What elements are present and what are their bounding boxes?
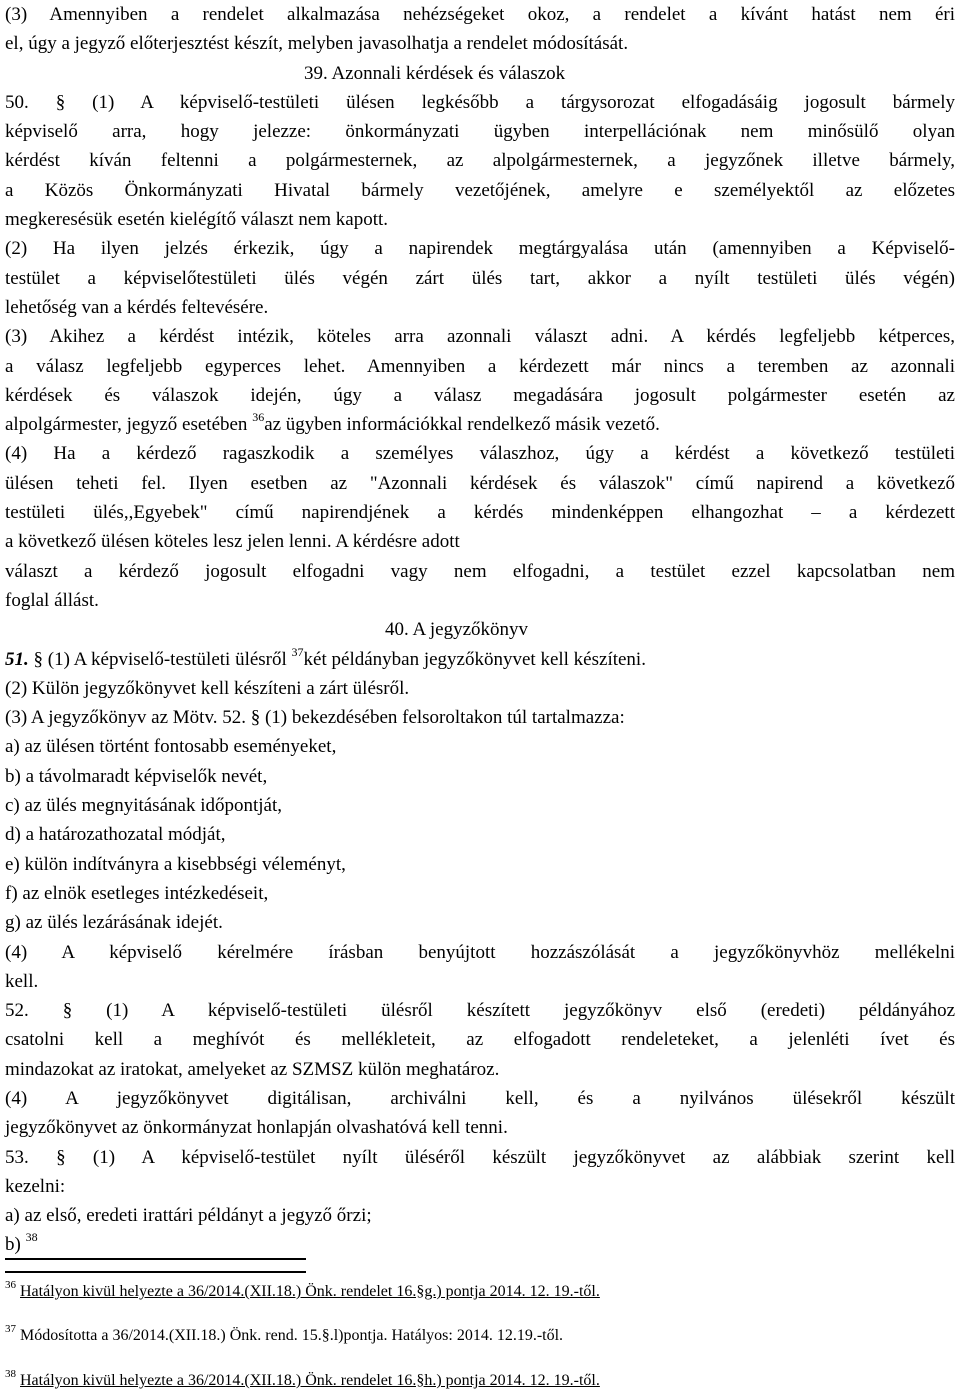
line-text: (3) Akihez a kérdést intézik, köteles arra azonnali választ adni. A kérdés legfeljebb kétperces,: [5, 326, 955, 348]
section-heading: [5, 615, 955, 644]
line-text: b): [5, 1234, 26, 1256]
text-line: [5, 205, 955, 234]
line-text: mindazokat az iratokat, amelyeket az SZMSZ külön meghatároz.: [5, 1058, 500, 1080]
footnote-37: [5, 1323, 564, 1345]
text-line: [5, 352, 955, 381]
footnote-number: 37: [5, 1323, 16, 1335]
line-text: 52. § (1) A képviselő-testületi ülésről készített jegyzőkönyv első (eredeti) példányához: [5, 1000, 955, 1022]
text-line: [5, 0, 955, 29]
text-line: [5, 996, 955, 1025]
line-text: a következő ülésen köteles lesz jelen lenni. A kérdésre adott: [5, 531, 460, 553]
line-text: megkeresésük esetén kielégítő választ nem kapott.: [5, 209, 389, 231]
line-text: kérdést kíván feltenni a polgármesternek, az alpolgármesternek, a jegyzőnek illetve bármely,: [5, 150, 955, 172]
text-line: [5, 645, 955, 674]
line-text: d) a határozathozatal módját,: [5, 824, 226, 846]
text-line: [5, 88, 955, 117]
line-text: testületi ülés,,Egyebek" című napirendjének a kérdés mindenképpen elhangozhat – a kérdezett: [5, 502, 955, 524]
line-text: kell.: [5, 970, 39, 992]
text-line: [5, 967, 955, 996]
text-line: [5, 322, 955, 351]
footnote-ref: 36: [252, 410, 265, 425]
line-text: a) az ülésen történt fontosabb eseményeket,: [5, 736, 337, 758]
line-text: kérdések és válaszok idején, úgy a válasz megadására jogosult polgármester esetén az: [5, 384, 955, 406]
section-number: 51.: [5, 648, 29, 670]
line-text: (4) A képviselő kérelmére írásban benyújtott hozzászólását a jegyzőkönyvhöz mellékelni: [5, 941, 955, 963]
text-line: [5, 264, 955, 293]
text-line: [5, 791, 955, 820]
line-text: foglal állást.: [5, 589, 99, 611]
text-line: [5, 908, 955, 937]
footnote-ref: 38: [25, 1230, 38, 1245]
text-line: [5, 820, 955, 849]
footnote-38: [5, 1368, 600, 1390]
footnote-text: Hatályon kivül helyezte a 36/2014.(XII.18.) Önk. rendelet 16.§h.) pontja 2014. 12. 19.-től.: [20, 1372, 600, 1389]
footnote-ref: 37: [291, 644, 304, 659]
line-text: képviselő arra, hogy jelezze: önkormányzati ügyben interpellációnak nem minősülő olyan: [5, 121, 955, 143]
line-text: § (1) A képviselő-testületi ülésről: [28, 648, 292, 670]
line-text: alpolgármester, jegyző esetében: [5, 414, 253, 436]
line-text: (2) Külön jegyzőkönyvet kell készíteni a zárt ülésről.: [5, 677, 410, 699]
text-line: [5, 1230, 955, 1259]
document-body: [5, 0, 955, 1260]
text-line: [5, 850, 955, 879]
footnote-text: Hatályon kivül helyezte a 36/2014.(XII.18.) Önk. rendelet 16.§g.) pontja 2014. 12. 19.-től.: [20, 1283, 600, 1300]
footnote-text: Módosította a 36/2014.(XII.18.) Önk. rend. 15.§.l)pontja. Hatályos: 2014. 12.19.-től.: [20, 1327, 564, 1344]
text-line: [5, 117, 955, 146]
text-line: [5, 732, 955, 761]
text-line: [5, 1201, 955, 1230]
text-line: [5, 29, 955, 58]
text-line: [5, 938, 955, 967]
text-line: [5, 1143, 955, 1172]
text-line: [5, 1172, 955, 1201]
line-text: f) az elnök esetleges intézkedéseit,: [5, 882, 269, 904]
footnote-separator: [5, 1258, 306, 1260]
text-line: [5, 1055, 955, 1084]
footnote-number: 36: [5, 1279, 16, 1291]
line-text: (4) A jegyzőkönyvet digitálisan, archiválni kell, és a nyilvános ülésekről készült: [5, 1087, 955, 1109]
text-line: [5, 234, 955, 263]
text-line: [5, 762, 955, 791]
text-line: [5, 879, 955, 908]
line-text: 50. § (1) A képviselő-testületi ülésen legkésőbb a tárgysorozat elfogadásáig jogosult bármely: [5, 91, 955, 113]
line-text: b) a távolmaradt képviselők nevét,: [5, 765, 268, 787]
footnote-number: 38: [5, 1368, 16, 1380]
line-text: (2) Ha ilyen jelzés érkezik, úgy a napirendek megtárgyalása után (amennyiben a Képviselő-: [5, 238, 955, 260]
text-line: [5, 703, 955, 732]
line-text: (4) Ha a kérdező ragaszkodik a személyes válaszhoz, úgy a kérdést a következő testületi: [5, 443, 955, 465]
line-text: az ügyben információkkal rendelkező másik vezető.: [264, 414, 660, 436]
line-text: e) külön indítványra a kisebbségi véleményt,: [5, 853, 346, 875]
line-text: el, úgy a jegyző előterjesztést készít, melyben javasolhatja a rendelet módosítását.: [5, 33, 629, 55]
line-text: 53. § (1) A képviselő-testület nyílt üléséről készült jegyzőkönyvet az alábbiak szerint kell: [5, 1146, 955, 1168]
line-text: 39. Azonnali kérdések és válaszok: [304, 62, 566, 84]
line-text: 40. A jegyzőkönyv: [385, 619, 529, 641]
text-line: [5, 1025, 955, 1054]
line-text: g) az ülés lezárásának idejét.: [5, 912, 223, 934]
text-line: [5, 469, 955, 498]
text-line: [5, 293, 955, 322]
line-text: a) az első, eredeti irattári példányt a jegyző őrzi;: [5, 1205, 372, 1227]
line-text: (3) Amennyiben a rendelet alkalmazása nehézségeket okoz, a rendelet a kívánt hatást nem éri: [5, 4, 955, 25]
line-text: két példányban jegyzőkönyvet kell készíteni.: [303, 648, 646, 670]
line-text: jegyzőkönyvet az önkormányzat honlapján olvashatóvá kell tenni.: [5, 1117, 508, 1139]
text-line: [5, 1113, 955, 1142]
line-text: testület a képviselőtestületi ülés végén zárt ülés tart, akkor a nyílt testületi ülés végén): [5, 267, 955, 289]
line-text: csatolni kell a meghívót és mellékleteit, az elfogadott rendeleteket, a jelenléti ívet és: [5, 1029, 955, 1051]
text-line: [5, 1084, 955, 1113]
text-line: [5, 176, 955, 205]
line-text: ülésen teheti fel. Ilyen esetben az "Azonnali kérdések és válaszok" című napirend a következő: [5, 472, 955, 494]
text-line: [5, 557, 955, 586]
text-line: [5, 410, 955, 439]
line-text: lehetőség van a kérdés feltevésére.: [5, 296, 269, 318]
line-text: választ a kérdező jogosult elfogadni vagy nem elfogadni, a testület ezzel kapcsolatban nem: [5, 560, 955, 582]
text-line: [5, 381, 955, 410]
line-text: a Közös Önkormányzati Hivatal bármely vezetőjének, amelyre e személyektől az előzetes: [5, 179, 955, 201]
section-heading: [5, 59, 955, 88]
text-line: [5, 439, 955, 468]
text-line: [5, 146, 955, 175]
footnote-separator-2: [5, 1271, 306, 1273]
line-text: c) az ülés megnyitásának időpontját,: [5, 795, 282, 817]
line-text: (3) A jegyzőkönyv az Mötv. 52. § (1) bekezdésében felsoroltakon túl tartalmazza:: [5, 707, 625, 729]
text-line: [5, 527, 955, 556]
text-line: [5, 498, 955, 527]
line-text: a válasz legfeljebb egyperces lehet. Amennyiben a kérdezett már nincs a teremben az azonnali: [5, 355, 955, 377]
text-line: [5, 586, 955, 615]
line-text: kezelni:: [5, 1175, 66, 1197]
footnote-36: [5, 1279, 600, 1301]
text-line: [5, 674, 955, 703]
